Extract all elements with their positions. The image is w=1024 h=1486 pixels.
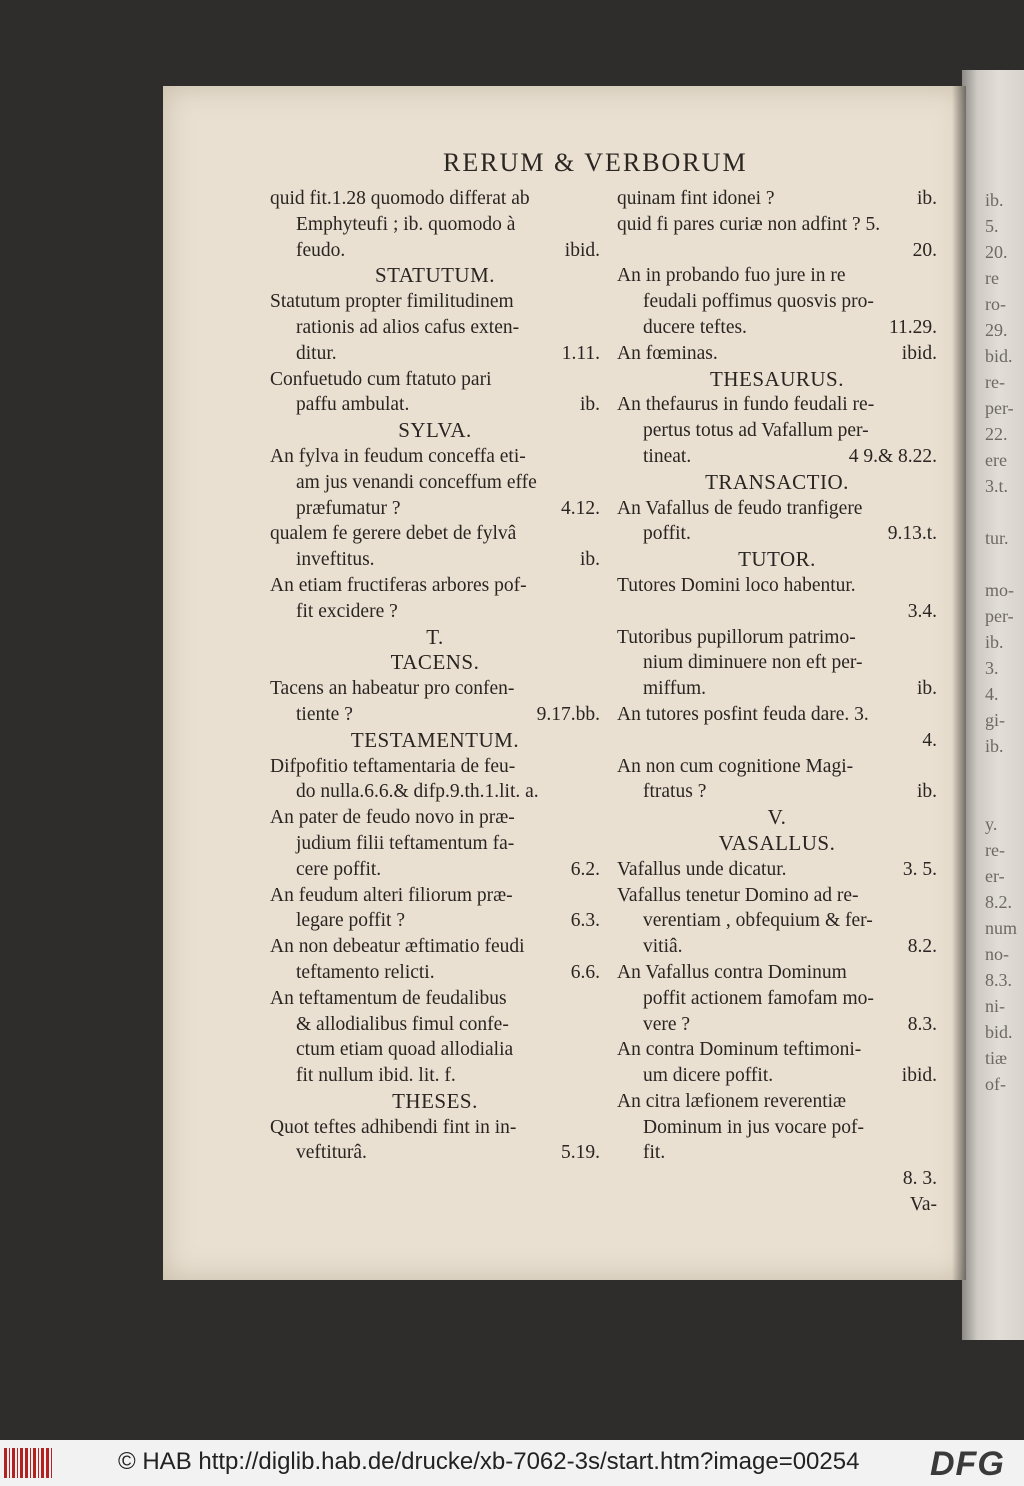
index-entry-line: Dominum in jus vocare pof- — [643, 1116, 864, 1138]
entry-text: ditur. — [296, 342, 337, 364]
footer-bar — [0, 1440, 1024, 1486]
entry-reference: ibid. — [901, 342, 937, 364]
index-entry-line: Tacens an habeatur pro confen- — [270, 678, 515, 700]
entry-reference: 6.3. — [570, 910, 600, 932]
index-heading: TRANSACTIO. — [705, 469, 849, 494]
entry-text: um dicere poffit. — [643, 1065, 774, 1087]
index-entry-line — [617, 676, 937, 702]
edge-fragment: gi- — [985, 710, 1005, 730]
entry-reference: 9.13.t. — [887, 523, 937, 545]
edge-fragment: mo- — [985, 580, 1014, 600]
index-entry-line: qualem fe gerere debet de fylvâ — [270, 523, 517, 545]
index-entry-line — [617, 1012, 937, 1038]
edge-fragment — [985, 502, 1024, 528]
index-entry-line: Statutum propter fimilitudinem — [270, 291, 514, 313]
entry-reference: ibid. — [901, 1065, 937, 1087]
index-entry-line: & allodialibus fimul confe- — [296, 1013, 509, 1035]
index-entry-line — [617, 857, 937, 883]
edge-fragment: 4. — [985, 684, 999, 704]
edge-fragment: bid. — [985, 346, 1013, 366]
entry-text: feudo. — [296, 239, 346, 261]
index-column-left — [270, 186, 600, 1166]
index-column-right — [617, 186, 937, 1218]
index-heading: TUTOR. — [738, 547, 816, 572]
entry-reference: 9.17.bb. — [536, 703, 600, 725]
entry-reference: 4.12. — [561, 497, 600, 519]
index-entry-line: fit excidere ? — [296, 600, 398, 622]
entry-reference: ib. — [579, 549, 600, 571]
edge-fragment: ib. — [985, 736, 1004, 756]
index-entry-line: feudali poffimus quosvis pro- — [643, 291, 874, 313]
index-entry-line: An thefaurus in fundo feudali re- — [617, 394, 875, 416]
dfg-logo: DFG — [930, 1445, 1005, 1483]
edge-fragment: er- — [985, 866, 1005, 886]
index-entry-line — [270, 1140, 600, 1166]
edge-fragment — [985, 762, 1024, 788]
index-entry-line: An contra Dominum teftimoni- — [617, 1039, 862, 1061]
entry-reference: ib. — [579, 394, 600, 416]
running-head: RERUM & VERBORUM — [443, 148, 748, 177]
index-entry-line: An citra læfionem reverentiæ — [617, 1090, 847, 1112]
edge-fragment: per- — [985, 606, 1014, 626]
next-page-text-fragments — [985, 190, 1024, 1190]
entry-reference: 3. 5. — [902, 858, 937, 880]
index-entry-line: fit. — [643, 1142, 666, 1164]
edge-fragment: 29. — [985, 320, 1008, 340]
index-entry-line: 8. 3. — [902, 1168, 937, 1190]
index-heading: V. — [767, 805, 787, 830]
index-entry-line: verentiam , obfequium & fer- — [643, 910, 873, 932]
index-entry-line — [617, 1063, 937, 1089]
index-entry-line: 4. — [922, 729, 937, 751]
index-entry-line — [617, 779, 937, 805]
entry-text: ducere teftes. — [643, 316, 747, 338]
edge-fragment: of- — [985, 1074, 1006, 1094]
edge-fragment: re — [985, 268, 999, 288]
index-entry-line — [270, 238, 600, 264]
index-entry-line: An fylva in feudum conceffa eti- — [270, 445, 526, 467]
index-entry-line: quid fit.1.28 quomodo differat ab — [270, 188, 530, 209]
index-entry-line — [617, 341, 937, 367]
index-entry-line — [270, 908, 600, 934]
entry-text: vere ? — [643, 1013, 691, 1035]
index-entry-line: Va- — [909, 1194, 937, 1216]
entry-text: quinam fint idonei ? — [617, 188, 775, 209]
edge-fragment: re- — [985, 372, 1005, 392]
index-entry-line: Quot teftes adhibendi fint in in- — [270, 1116, 517, 1138]
entry-reference: 8.3. — [907, 1013, 937, 1035]
index-entry-line: rationis ad alios cafus exten- — [296, 316, 520, 338]
entry-reference: 1.11. — [561, 342, 600, 364]
footer-url-text[interactable]: © HAB http://diglib.hab.de/drucke/xb-7062-3s/start.htm?image=00254 — [118, 1448, 860, 1475]
index-entry-line: judium filii teftamentum fa- — [296, 832, 515, 854]
index-heading: SYLVA. — [398, 418, 472, 443]
index-entry-line: Vafallus tenetur Domino ad re- — [617, 884, 859, 906]
edge-fragment: ro- — [985, 294, 1006, 314]
edge-fragment: no- — [985, 944, 1009, 964]
entry-reference: 6.2. — [570, 858, 600, 880]
entry-text: paffu ambulat. — [296, 394, 410, 416]
entry-text: cere poffit. — [296, 858, 382, 880]
edge-fragment: tiæ — [985, 1048, 1008, 1068]
index-heading: TESTAMENTUM. — [350, 727, 520, 752]
entry-reference: ib. — [916, 781, 937, 803]
index-entry-line: poffit actionem famofam mo- — [643, 987, 874, 1009]
entry-reference: ib. — [916, 188, 937, 209]
edge-fragment: 5. — [985, 216, 999, 236]
entry-text: miffum. — [643, 678, 707, 700]
index-entry-line: nium diminuere non eft per- — [643, 652, 863, 674]
entry-reference: 5.19. — [561, 1142, 600, 1164]
index-entry-line — [270, 341, 600, 367]
index-entry-line: 3.4. — [907, 600, 937, 622]
index-entry-line: An non debeatur æftimatio feudi — [270, 936, 525, 958]
index-entry-line: Difpofitio teftamentaria de feu- — [270, 755, 516, 777]
edge-fragment: ib. — [985, 632, 1004, 652]
entry-text: præfumatur ? — [296, 497, 401, 519]
index-entry-line: do nulla.6.6.& difp.9.th.1.lit. a. — [296, 781, 539, 803]
edge-fragment: ni- — [985, 996, 1005, 1016]
index-entry-line — [270, 547, 600, 573]
index-entry-line — [270, 960, 600, 986]
index-entry-line: An feudum alteri filiorum præ- — [270, 884, 513, 906]
index-heading: VASALLUS. — [718, 830, 836, 855]
index-entry-line: quid fi pares curiæ non adfint ? 5. — [617, 213, 881, 235]
edge-fragment: bid. — [985, 1022, 1013, 1042]
index-entry-line — [617, 521, 937, 547]
index-entry-line: An tutores posfint feuda dare. 3. — [617, 703, 869, 725]
entry-text: Vafallus unde dicatur. — [617, 858, 787, 880]
edge-fragment: per- — [985, 398, 1014, 418]
index-entry-line — [270, 496, 600, 522]
index-entry-line: An Vafallus contra Dominum — [617, 961, 847, 983]
index-entry-line: Confuetudo cum ftatuto pari — [270, 368, 492, 390]
index-entry-line — [617, 444, 937, 470]
edge-fragment: 22. — [985, 424, 1008, 444]
edge-fragment: ib. — [985, 190, 1004, 210]
edge-fragment: 8.2. — [985, 892, 1012, 912]
entry-text: legare poffit ? — [296, 910, 406, 932]
index-heading: STATUTUM. — [374, 263, 496, 288]
edge-fragment: re- — [985, 840, 1005, 860]
index-entry-line: fit nullum ibid. lit. f. — [296, 1065, 456, 1087]
edge-fragment — [985, 788, 1024, 814]
index-entry-line: 20. — [912, 239, 937, 261]
entry-text: ftratus ? — [643, 781, 707, 803]
index-entry-line: An Vafallus de feudo tranfigere — [617, 497, 863, 519]
edge-fragment — [985, 554, 1024, 580]
entry-reference: 4 9.& 8.22. — [848, 445, 937, 467]
entry-text: An fœminas. — [617, 342, 718, 364]
edge-fragment: tur. — [985, 528, 1009, 548]
index-entry-line: Tutoribus pupillorum patrimo- — [617, 626, 856, 648]
edge-fragment: 3.t. — [985, 476, 1009, 496]
index-entry-line: Tutores Domini loco habentur. — [617, 574, 856, 596]
edge-fragment: 3. — [985, 658, 999, 678]
index-entry-line: An teftamentum de feudalibus — [270, 987, 507, 1009]
entry-text: vitiâ. — [643, 936, 683, 958]
entry-reference: ib. — [916, 678, 937, 700]
index-entry-line: An pater de feudo novo in præ- — [270, 807, 515, 829]
index-entry-line: am jus venandi conceffum effe — [296, 471, 537, 493]
index-entry-line — [270, 392, 600, 418]
edge-fragment: 20. — [985, 242, 1008, 262]
index-entry-line: Emphyteufi ; ib. quomodo à — [296, 213, 516, 235]
index-entry-line — [617, 934, 937, 960]
index-heading: THESAURUS. — [710, 366, 844, 391]
hab-barcode-logo — [4, 1448, 52, 1478]
entry-text: poffit. — [643, 523, 691, 545]
index-entry-line: An non cum cognitione Magi- — [617, 755, 854, 777]
entry-text: tiente ? — [296, 703, 353, 725]
entry-reference: 6.6. — [570, 961, 600, 983]
index-entry-line — [617, 186, 937, 212]
entry-text: tineat. — [643, 445, 692, 467]
edge-fragment: 8.3. — [985, 970, 1012, 990]
index-heading: THESES. — [392, 1088, 478, 1113]
index-heading: TACENS. — [390, 650, 480, 675]
index-entry-line: An etiam fructiferas arbores pof- — [270, 574, 527, 596]
index-entry-line: ctum etiam quoad allodialia — [296, 1039, 514, 1061]
index-entry-line — [270, 857, 600, 883]
entry-text: inveftitus. — [296, 549, 375, 571]
edge-fragment: num — [985, 918, 1018, 938]
edge-fragment: ere — [985, 450, 1007, 470]
entry-reference: ibid. — [564, 239, 600, 261]
entry-reference: 11.29. — [888, 316, 937, 338]
index-heading: T. — [426, 624, 444, 649]
index-entry-line — [270, 702, 600, 728]
index-entry-line: An in probando fuo jure in re — [617, 265, 846, 287]
entry-text: veftiturâ. — [296, 1142, 367, 1164]
page-gutter-shadow — [952, 86, 966, 1280]
index-entry-line: pertus totus ad Vafallum per- — [643, 420, 869, 442]
index-entry-line — [617, 315, 937, 341]
edge-fragment: y. — [985, 814, 998, 834]
entry-text: teftamento relicti. — [296, 961, 435, 983]
entry-reference: 8.2. — [907, 936, 937, 958]
